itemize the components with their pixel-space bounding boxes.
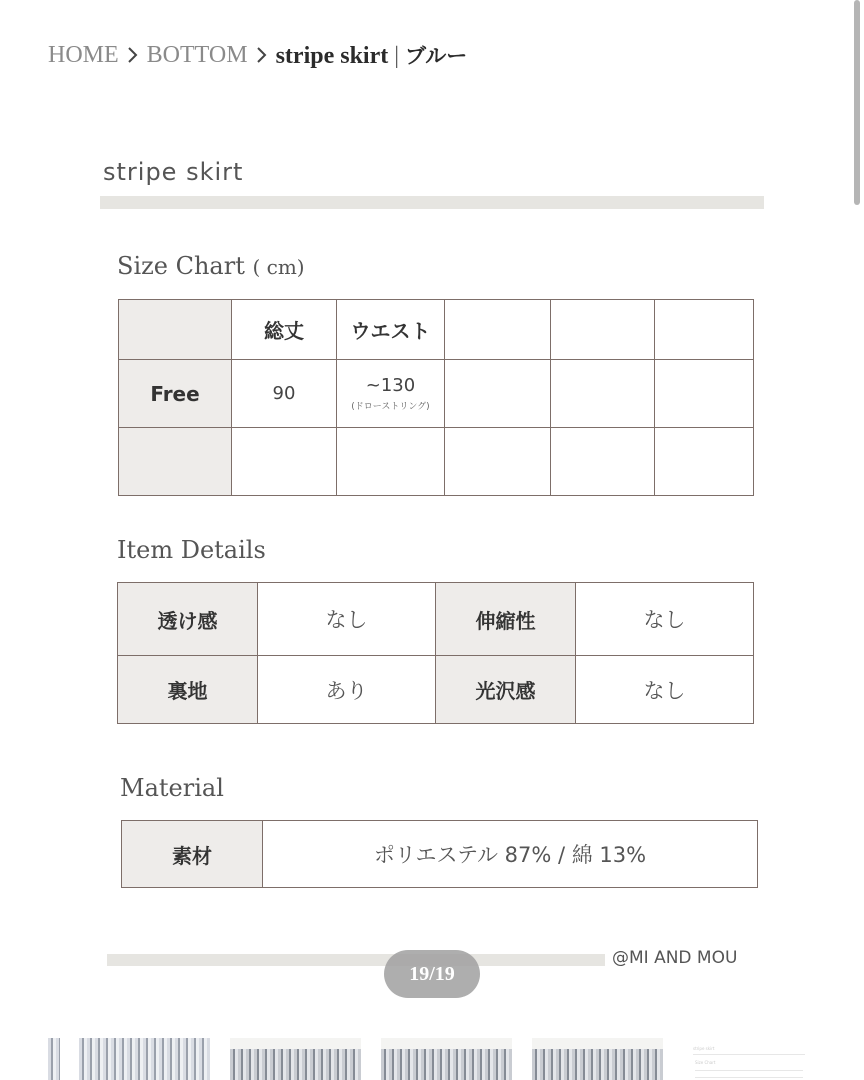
detail-label-transparency: 透け感 [118, 583, 258, 656]
size-value-length: 90 [232, 360, 337, 428]
empty-cell [445, 360, 551, 428]
empty-cell [551, 360, 655, 428]
detail-value-lining: あり [258, 656, 436, 724]
size-chart-table [118, 299, 754, 496]
chevron-right-icon [127, 46, 139, 64]
material-value: ポリエステル 87% / 綿 13% [263, 821, 758, 888]
breadcrumb-divider: | [394, 43, 406, 69]
image-title: stripe skirt [103, 158, 244, 186]
thumbnail[interactable] [532, 1038, 663, 1080]
empty-cell [551, 428, 655, 496]
breadcrumb-current-color: ブルー [405, 44, 468, 68]
empty-cell [445, 300, 551, 360]
thumbnail-active[interactable] [683, 1038, 814, 1080]
size-value-waist-cell [337, 360, 445, 428]
thumbnail-chart-title: stripe skirt [693, 1046, 715, 1051]
size-header-length: 総丈 [232, 300, 337, 360]
material-label: 素材 [122, 821, 263, 888]
size-chart-unit: ( cm) [252, 255, 305, 279]
thumbnail[interactable] [48, 1038, 60, 1080]
detail-value-transparency: なし [258, 583, 436, 656]
detail-label-gloss: 光沢感 [436, 656, 576, 724]
breadcrumb-current [276, 40, 468, 70]
size-value-waist: ~130 [365, 375, 416, 396]
empty-cell [551, 300, 655, 360]
gallery-counter-badge: 19/19 [384, 950, 480, 998]
detail-label-lining: 裏地 [118, 656, 258, 724]
detail-value-gloss: なし [576, 656, 754, 724]
thumbnail-line [693, 1054, 805, 1055]
thumbnail[interactable] [230, 1038, 361, 1080]
size-value-waist-note: (ドローストリング) [351, 402, 430, 412]
empty-cell [232, 428, 337, 496]
title-underline-bar [100, 196, 764, 209]
empty-cell [655, 300, 754, 360]
page-scrollbar[interactable] [854, 0, 860, 205]
thumbnail-line [695, 1070, 803, 1071]
size-chart-heading-text: Size Chart [117, 252, 245, 280]
detail-value-stretch: なし [576, 583, 754, 656]
breadcrumb [48, 38, 467, 72]
material-heading: Material [120, 774, 224, 802]
detail-label-stretch: 伸縮性 [436, 583, 576, 656]
thumbnail[interactable] [381, 1038, 512, 1080]
thumbnail-chart-heading: Size Chart [695, 1060, 716, 1065]
empty-label-cell [119, 428, 232, 496]
empty-cell [445, 428, 551, 496]
item-details-table [117, 582, 754, 724]
item-details-heading: Item Details [117, 536, 266, 564]
breadcrumb-bottom-link[interactable]: BOTTOM [146, 41, 248, 68]
size-header-waist: ウエスト [337, 300, 445, 360]
chevron-right-icon [256, 46, 268, 64]
breadcrumb-home-link[interactable]: HOME [48, 41, 119, 68]
empty-cell [337, 428, 445, 496]
size-chart-corner-cell [119, 300, 232, 360]
material-table [121, 820, 758, 888]
thumbnail[interactable] [79, 1038, 210, 1080]
size-label-free: Free [119, 360, 232, 428]
footer-bar [107, 954, 605, 966]
thumbnail-line [695, 1077, 803, 1078]
product-image-size-chart[interactable] [0, 110, 850, 1025]
size-chart-heading [117, 252, 305, 280]
empty-cell [655, 360, 754, 428]
brand-credit: @MI AND MOU [612, 948, 738, 968]
empty-cell [655, 428, 754, 496]
breadcrumb-current-name: stripe skirt [275, 43, 389, 69]
